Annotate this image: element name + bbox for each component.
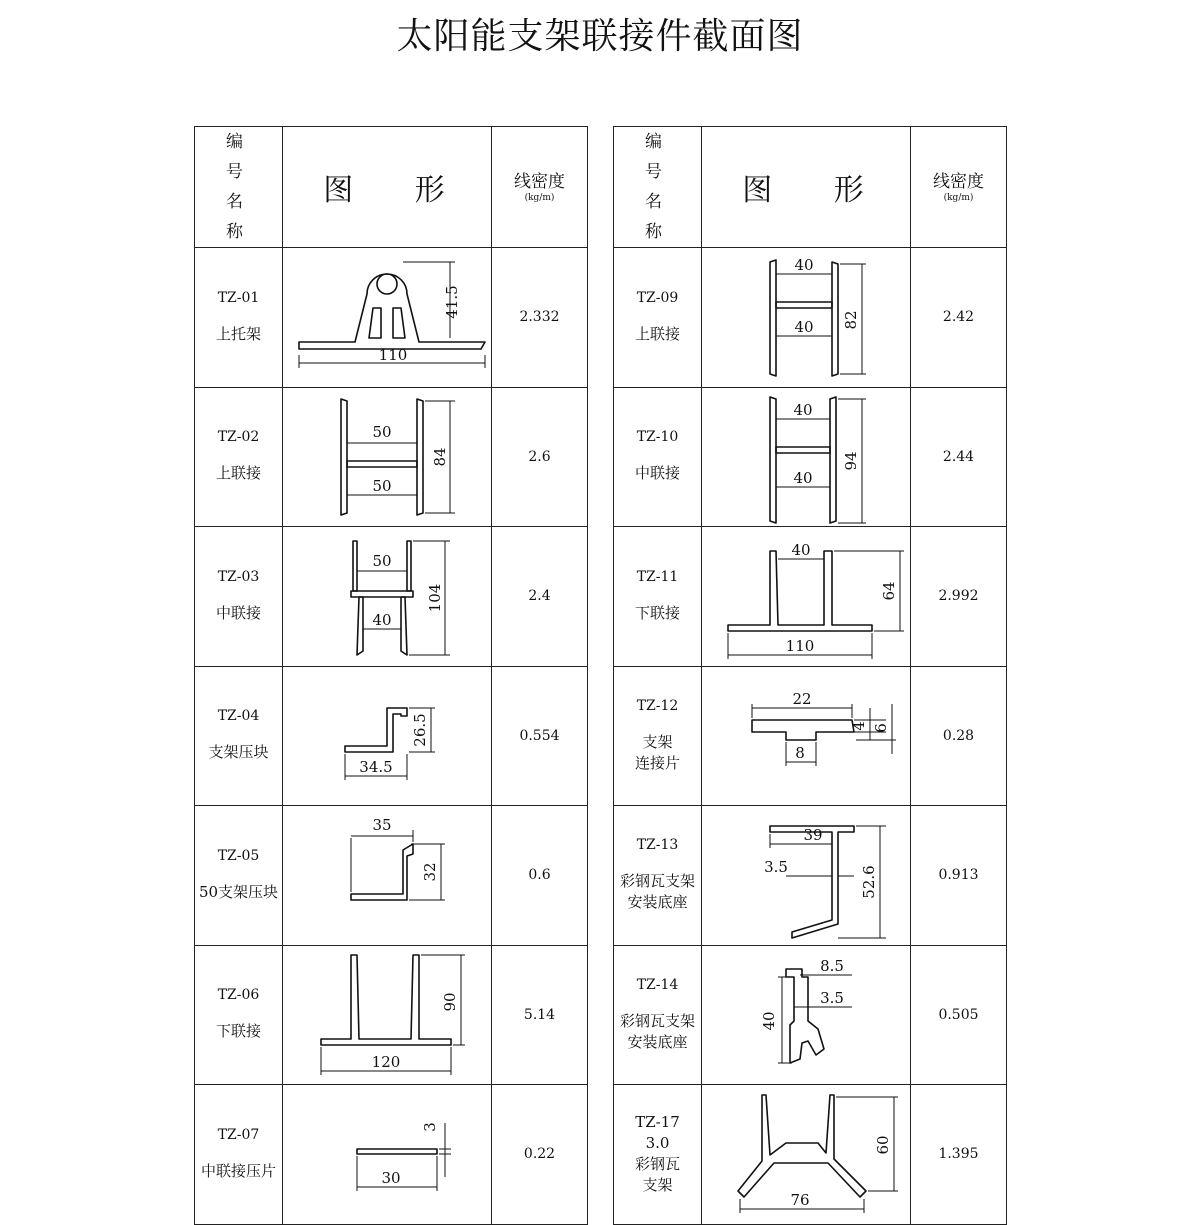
page-title: 太阳能支架联接件截面图 xyxy=(396,16,804,57)
table-row xyxy=(195,1085,588,1225)
dimension-label: 40 xyxy=(792,401,813,420)
figure-cell xyxy=(702,806,911,946)
part-id-cell xyxy=(195,1085,283,1225)
dimension-label: 76 xyxy=(789,1190,810,1209)
part-id-cell xyxy=(614,806,702,946)
table-row xyxy=(614,945,1007,1085)
part-name: 中联接 xyxy=(634,464,680,483)
dimension-label: 3 xyxy=(420,1121,439,1132)
profile-drawing-tz02 xyxy=(285,389,490,524)
dimension-label: 50 xyxy=(371,423,392,442)
part-id-cell xyxy=(614,248,702,388)
profile-drawing-tz01 xyxy=(285,250,490,385)
density-value: 0.505 xyxy=(911,945,1007,1085)
figure-cell xyxy=(283,806,492,946)
dimension-label: 50 xyxy=(371,551,392,570)
dimension-label: 32 xyxy=(420,862,439,882)
dimension-label: 41.5 xyxy=(442,285,461,319)
density-value: 0.913 xyxy=(911,806,1007,946)
dimension-label: 6 xyxy=(871,723,890,734)
spec-table-left xyxy=(194,126,588,1225)
part-name: 上联接 xyxy=(215,464,261,483)
part-code: TZ-12 xyxy=(636,697,679,714)
part-name: 上托架 xyxy=(215,324,261,343)
table-row xyxy=(614,666,1007,806)
profile-drawing-tz09 xyxy=(704,250,909,385)
figure-cell xyxy=(283,945,492,1085)
part-id-cell xyxy=(614,527,702,667)
part-code: TZ-05 xyxy=(217,847,260,864)
dimension-label: 84 xyxy=(430,447,449,467)
dimension-label: 30 xyxy=(380,1168,401,1187)
density-value: 2.4 xyxy=(492,527,588,667)
header-figure-col: 图 形 xyxy=(702,127,911,248)
table-row xyxy=(195,806,588,946)
dimension-label: 35 xyxy=(371,815,392,834)
dimension-label: 94 xyxy=(841,451,860,471)
profile-drawing-tz06 xyxy=(285,947,490,1082)
dimension-label: 110 xyxy=(378,345,407,364)
part-code: TZ-02 xyxy=(217,429,260,446)
header-density-col: 线密度 (kg/m) xyxy=(492,127,588,248)
part-code: TZ-03 xyxy=(217,568,260,585)
part-id-cell xyxy=(195,945,283,1085)
part-name: 支架 xyxy=(642,732,673,751)
table-header xyxy=(614,127,1007,248)
density-value: 2.332 xyxy=(492,248,588,388)
dimension-label: 22 xyxy=(791,690,812,709)
part-name: 50支架压块 xyxy=(198,882,279,901)
part-id-cell xyxy=(614,666,702,806)
table-row xyxy=(195,666,588,806)
part-name-line2: 安装底座 xyxy=(627,893,688,912)
density-value: 2.6 xyxy=(492,387,588,527)
table-row xyxy=(195,527,588,667)
dimension-label: 104 xyxy=(425,583,444,613)
profile-drawing-tz04 xyxy=(285,668,490,803)
part-code: TZ-17 xyxy=(635,1113,680,1132)
part-code: TZ-01 xyxy=(217,289,260,306)
dimension-label: 82 xyxy=(841,310,860,330)
part-id-cell xyxy=(195,806,283,946)
dimension-label: 40 xyxy=(371,610,392,629)
density-value: 2.44 xyxy=(911,387,1007,527)
part-id-cell xyxy=(195,387,283,527)
dimension-label: 8.5 xyxy=(819,957,844,976)
dimension-label: 8 xyxy=(794,744,805,763)
density-value: 1.395 xyxy=(911,1085,1007,1225)
density-value: 2.42 xyxy=(911,248,1007,388)
part-code: TZ-06 xyxy=(217,987,260,1004)
part-code: TZ-04 xyxy=(217,708,260,725)
density-value: 5.14 xyxy=(492,945,588,1085)
figure-cell xyxy=(702,387,911,527)
dimension-label: 64 xyxy=(879,581,898,601)
part-name-line2: 连接片 xyxy=(634,753,680,772)
figure-cell xyxy=(702,248,911,388)
figure-cell xyxy=(283,387,492,527)
table-row xyxy=(614,527,1007,667)
part-code-line2: 3.0 xyxy=(645,1134,670,1153)
part-code: TZ-13 xyxy=(636,837,679,854)
dimension-label: 120 xyxy=(371,1053,400,1072)
density-value: 0.28 xyxy=(911,666,1007,806)
dimension-label: 40 xyxy=(759,1011,778,1031)
part-name: 下联接 xyxy=(634,603,680,622)
profile-drawing-tz05 xyxy=(285,808,490,943)
density-value: 0.6 xyxy=(492,806,588,946)
part-id-cell xyxy=(614,945,702,1085)
table-row xyxy=(195,248,588,388)
dimension-label: 40 xyxy=(793,255,814,274)
profile-drawing-tz12 xyxy=(704,668,909,803)
part-code: TZ-10 xyxy=(636,429,679,446)
part-name: 上联接 xyxy=(634,324,680,343)
part-id-cell xyxy=(195,527,283,667)
part-name-line2: 支架 xyxy=(642,1176,673,1195)
dimension-label: 60 xyxy=(873,1135,892,1155)
table-row xyxy=(614,387,1007,527)
dimension-label: 50 xyxy=(371,477,392,496)
profile-drawing-tz03 xyxy=(285,529,490,664)
part-name: 支架压块 xyxy=(208,743,269,762)
dimension-label: 110 xyxy=(785,636,814,655)
dimension-label: 26.5 xyxy=(410,713,429,747)
part-name: 彩钢瓦支架 xyxy=(619,1011,695,1030)
part-id-cell xyxy=(614,1085,702,1225)
dimension-label: 3.5 xyxy=(819,989,844,1008)
dimension-label: 52.6 xyxy=(859,865,878,899)
dimension-label: 39 xyxy=(802,825,823,844)
figure-cell xyxy=(283,248,492,388)
profile-drawing-tz07 xyxy=(285,1087,490,1222)
figure-cell xyxy=(283,666,492,806)
dimension-label: 40 xyxy=(793,317,814,336)
part-name: 中联接 xyxy=(215,603,261,622)
header-density-col: 线密度 (kg/m) xyxy=(911,127,1007,248)
table-row xyxy=(614,1085,1007,1225)
dimension-label: 40 xyxy=(790,540,811,559)
density-value: 0.22 xyxy=(492,1085,588,1225)
density-value: 2.992 xyxy=(911,527,1007,667)
dimension-label: 3.5 xyxy=(763,857,788,876)
table-row xyxy=(614,806,1007,946)
part-code: TZ-07 xyxy=(217,1126,260,1143)
part-code: TZ-11 xyxy=(636,568,679,585)
dimension-label: 90 xyxy=(440,992,459,1012)
header-id-col: 编 号 名 称 xyxy=(614,127,702,248)
table-row xyxy=(195,945,588,1085)
density-value: 0.554 xyxy=(492,666,588,806)
figure-cell xyxy=(702,945,911,1085)
part-code: TZ-14 xyxy=(636,976,679,993)
part-name: 下联接 xyxy=(215,1022,261,1041)
dimension-label: 34.5 xyxy=(358,758,393,777)
profile-drawing-tz13 xyxy=(704,808,909,943)
profile-drawing-tz17 xyxy=(704,1087,909,1222)
part-name: 彩钢瓦 xyxy=(634,1155,680,1174)
part-code: TZ-09 xyxy=(636,289,679,306)
part-id-cell xyxy=(195,666,283,806)
figure-cell xyxy=(702,527,911,667)
part-id-cell xyxy=(614,387,702,527)
header-figure-col: 图 形 xyxy=(283,127,492,248)
part-id-cell xyxy=(195,248,283,388)
figure-cell xyxy=(702,1085,911,1225)
part-name: 中联接压片 xyxy=(200,1161,276,1180)
table-row xyxy=(195,387,588,527)
part-name-line2: 安装底座 xyxy=(627,1032,688,1051)
part-name: 彩钢瓦支架 xyxy=(619,872,695,891)
profile-drawing-tz10 xyxy=(704,389,909,524)
figure-cell xyxy=(702,666,911,806)
profile-drawing-tz11 xyxy=(704,529,909,664)
dimension-label: 40 xyxy=(792,469,813,488)
dimension-label: 4 xyxy=(849,721,868,732)
figure-cell xyxy=(283,1085,492,1225)
spec-table-right xyxy=(613,126,1007,1225)
header-id-col: 编 号 名 称 xyxy=(195,127,283,248)
table-row xyxy=(614,248,1007,388)
table-header xyxy=(195,127,588,248)
figure-cell xyxy=(283,527,492,667)
profile-drawing-tz14 xyxy=(704,947,909,1082)
